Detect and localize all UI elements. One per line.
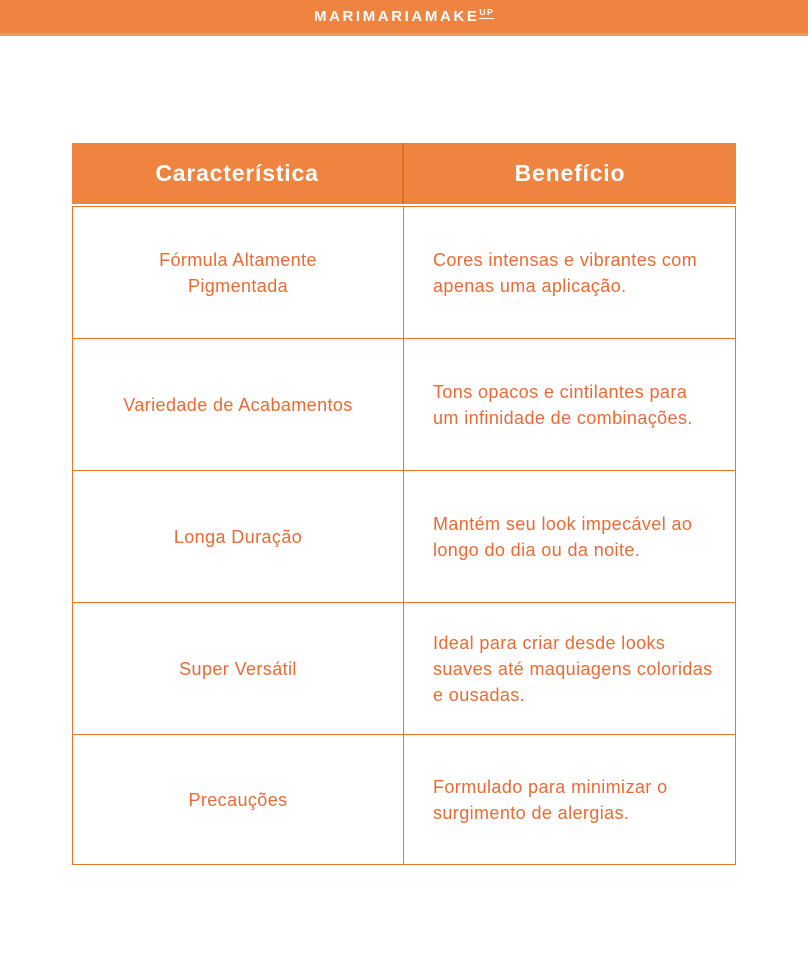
table-row: [73, 603, 735, 735]
feature-cell: Variedade de Acabamentos: [73, 339, 404, 470]
table-row: [73, 471, 735, 603]
column-header-beneficio: Benefício: [514, 160, 626, 186]
feature-benefit-table: [72, 143, 736, 865]
brand-logo-text: MARIMARIAMAKE: [313, 8, 480, 25]
benefit-cell: Cores intensas e vibrantes com apenas uma aplicação.: [433, 249, 698, 296]
benefit-cell: Tons opacos e cintilantes para um infinidade de combinações.: [433, 381, 693, 428]
table-header-row: [72, 143, 736, 204]
table-row: [73, 207, 735, 339]
brand-logo: [314, 9, 494, 24]
benefit-cell: Ideal para criar desde looks suaves até maquiagens coloridas e ousadas.: [433, 632, 713, 705]
feature-cell: Precauções: [73, 735, 404, 864]
table-body: [72, 206, 736, 865]
feature-cell: Super Versátil: [73, 603, 404, 734]
brand-logo-superscript: UP: [479, 7, 495, 17]
table-row: [73, 339, 735, 471]
brand-header-bar: [0, 0, 808, 36]
feature-cell: Fórmula Altamente Pigmentada: [73, 207, 404, 338]
table-row: [73, 735, 735, 864]
feature-cell: Longa Duração: [73, 471, 404, 602]
benefit-cell: Formulado para minimizar o surgimento de alergias.: [433, 776, 668, 823]
column-header-caracteristica: Característica: [72, 143, 404, 204]
benefit-cell: Mantém seu look impecável ao longo do dia ou da noite.: [433, 513, 693, 560]
